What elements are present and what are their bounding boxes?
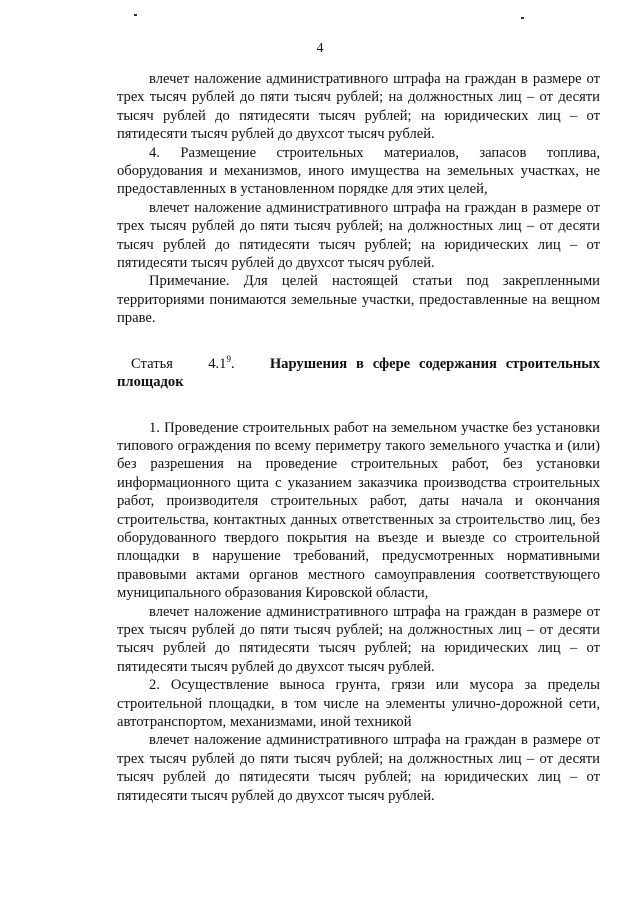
article-superscript: 9 [226,353,231,364]
paragraph-penalty: влечет наложение административного штрафа на граждан в размере от трех тысяч рублей до пяти тысяч рублей; на должностных лиц – от десяти тысяч рублей до пятидесяти тысяч рублей; на юридических лиц – от пятидесяти тысяч рублей до двухсот тысяч рублей. [117,71,600,143]
article-heading [117,355,600,392]
page-number: 4 [316,41,324,56]
scan-artifact [521,17,524,19]
paragraph-item-1: 1. Проведение строительных работ на земельном участке без установки типового ограждения по всему периметру такого земельного участка и (или) без разрешения на проведение строительных работ, без установки информационного щита с указанием заказчика производства строительных работ, производителя строительных работ, даты начала и окончания строительства, контактных данных ответственных за строительство лиц, без оборудованного твердого покрытия на въезде и выезде со строительной площадки в нарушение требований, предусмотренных нормативными правовыми актами органов местного самоуправления соответствующего муниципального образования Кировской области, [117,419,600,602]
article-number [131,353,235,372]
article-title: Нарушения в сфере содержания строительных площадок [117,355,600,391]
article-number-value: 4.1 [208,355,227,372]
scan-artifact [134,14,137,16]
paragraph-penalty: влечет наложение административного штрафа на граждан в размере от трех тысяч рублей до пяти тысяч рублей; на должностных лиц – от десяти тысяч рублей до пятидесяти тысяч рублей; на юридических лиц – от пятидесяти тысяч рублей до двухсот тысяч рублей. [117,199,600,272]
paragraph-note: Примечание. Для целей настоящей статьи под закрепленными территориями понимаются земельные участки, предоставленные на вещном праве. [117,273,600,327]
paragraph-item-2: 2. Осуществление выноса грунта, грязи или мусора за пределы строительной площадки, в том числе на элементы улично-дорожной сети, автотранспортом, механизмами, иной техникой [117,677,600,730]
spacer [117,392,600,419]
paragraph-penalty: влечет наложение административного штрафа на граждан в размере от трех тысяч рублей до пяти тысяч рублей; на должностных лиц – от десяти тысяч рублей до пятидесяти тысяч рублей; на юридических лиц – от пятидесяти тысяч рублей до двухсот тысяч рублей. [117,732,600,804]
article-prefix: Статья [131,355,173,372]
article-number-suffix: . [230,355,235,372]
document-body [117,70,600,805]
paragraph-item-4: 4. Размещение строительных материалов, запасов топлива, оборудования и механизмов, иного имущества на земельных участках, не предоставленных в установленном порядке для этих целей, [117,144,600,198]
spacer [117,328,600,355]
paragraph-penalty: влечет наложение административного штрафа на граждан в размере от трех тысяч рублей до пяти тысяч рублей; на должностных лиц – от десяти тысяч рублей до пятидесяти тысяч рублей; на юридических лиц – от пятидесяти тысяч рублей до двухсот тысяч рублей. [117,603,600,675]
